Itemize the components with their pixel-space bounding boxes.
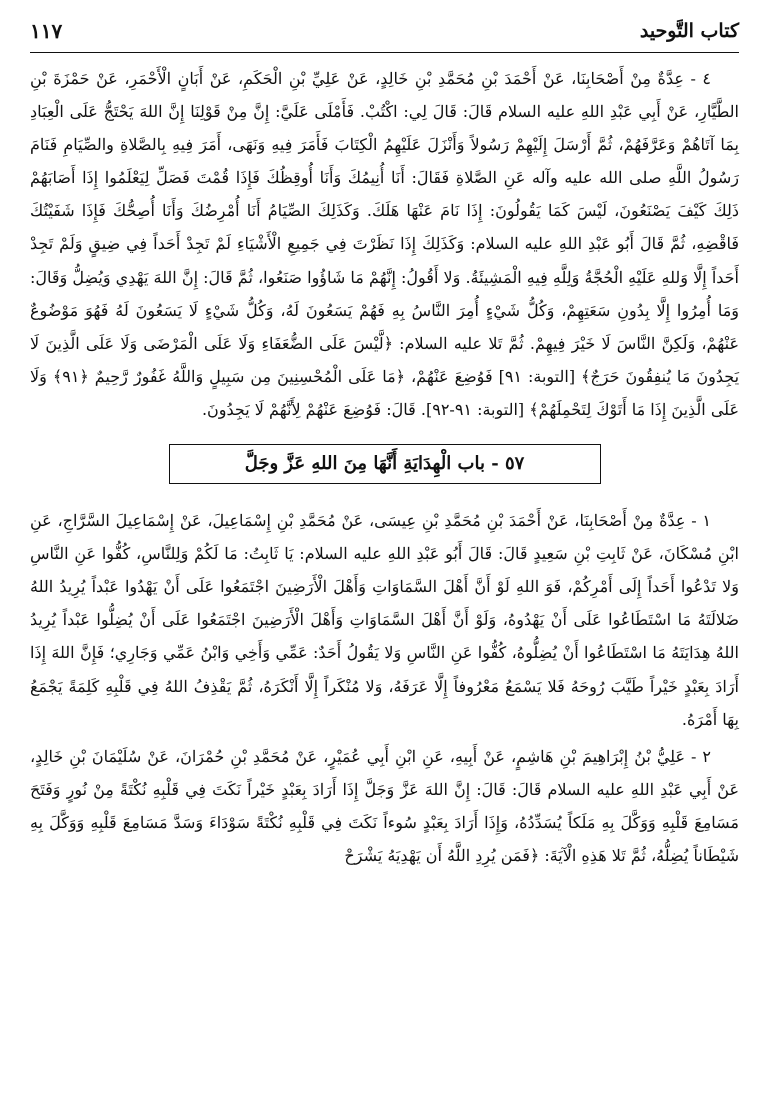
header-divider (30, 52, 739, 53)
page-body (30, 62, 739, 872)
chapter-heading: ٥٧ - باب الْهِدَايَةِ أَنَّهَا مِنَ اللهِ عَزَّ وجَلَّ (244, 453, 525, 475)
page-number: ١١٧ (30, 19, 63, 43)
hadith-paragraph-4: ٤ - عِدَّةٌ مِنْ أَصْحَابِنَا، عَنْ أَحْمَدَ بْنِ مُحَمَّدِ بْنِ خَالِدٍ، عَنْ عَلِيِّ بْنِ الْحَكَمِ، عَنْ أَبَانٍ الْأَحْمَرِ، عَنْ حَمْزَةَ بْنِ الطَّيَّارِ، عَنْ أَبِي عَبْدِ اللهِ عليه السلام قَالَ: قَالَ لِي: اكْتُبْ. فَأَمْلَى عَلَيَّ: إِنَّ مِنْ قَوْلِنَا إِنَّ اللهَ يَحْتَجُّ عَلَى الْعِبَادِ بِمَا آتَاهُمْ وَعَرَّفَهُمْ، ثُمَّ أَرْسَلَ إِلَيْهِمْ رَسُولاً وَأَنْزَلَ عَلَيْهِمُ الْكِتَابَ فَأَمَرَ فِيهِ وَنَهَى، أَمَرَ فِيهِ بِالصَّلاةِ والصِّيَامِ فَنَامَ رَسُولُ اللَّهِ صلى الله عليه وآله عَنِ الصَّلاةِ فَقَالَ: أَنَا أُنِيمُكَ وَأَنَا أُوقِظُكَ فَإِذَا قُمْتَ فَصَلِّ لِيَعْلَمُوا إِذَا أَصَابَهُمْ ذَلِكَ كَيْفَ يَصْنَعُونَ، لَيْسَ كَمَا يَقُولُونَ: إِذَا نَامَ عَنْهَا هَلَكَ. وَكَذَلِكَ الصِّيَامُ أَنَا أُمْرِضُكَ وَأَنَا أُصِحُّكَ فَإِذَا شَفَيْتُكَ فَاقْضِهِ، ثُمَّ قَالَ أَبُو عَبْدِ اللهِ عليه السلام: وَكَذَلِكَ إِذَا نَظَرْتَ فِي جَمِيعِ الْأَشْيَاءِ لَمْ تَجِدْ أَحَداً فِي ضِيقٍ وَلَمْ تَجِدْ أَحَداً إِلَّا وَللهِ عَلَيْهِ الْحُجَّةُ وَلِلَّهِ فِيهِ الْمَشِيئَةُ. وَلا أَقُولُ: إِنَّهُمْ مَا شَاؤُوا صَنَعُوا، ثُمَّ قَالَ: إِنَّ اللهَ يَهْدِي وَيُضِلُّ وَقَالَ: وَمَا أُمِرُوا إِلَّا بِدُونِ سَعَتِهِمْ، وَكُلُّ شَيْءٍ أُمِرَ النَّاسُ بِهِ فَهُمْ يَسَعُونَ لَهُ، وَكُلُّ شَيْءٍ لَا يَسَعُونَ لَهُ فَهُوَ مَوْضُوعٌ عَنْهُمْ، وَلَكِنَّ النَّاسَ لَا خَيْرَ فِيهِمْ. ثُمَّ تَلا عليه السلام: ﴿لَّيْسَ عَلَى الضُّعَفَاءِ وَلَا عَلَى الْمَرْضَى وَلَا عَلَى الَّذِينَ لَا يَجِدُونَ مَا يُنفِقُونَ حَرَجٌ﴾ [التوبة: ٩١] فَوُضِعَ عَنْهُمْ، ﴿مَا عَلَى الْمُحْسِنِينَ مِن سَبِيلٍ وَاللَّهُ غَفُورٌ رَّحِيمٌ ﴿٩١﴾ وَلَا عَلَى الَّذِينَ إِذَا مَا أَتَوْكَ لِتَحْمِلَهُمْ﴾ [التوبة: ٩١-٩٢]. قَالَ: فَوُضِعَ عَنْهُمْ لِأَنَّهُمْ لَا يَجِدُونَ. (30, 69, 740, 419)
page-header (30, 14, 739, 48)
chapter-heading-box (169, 444, 601, 484)
running-title: كتاب التَّوحيد (639, 20, 739, 42)
hadith-paragraph-2: ٢ - عَلِيُّ بْنُ إِبْرَاهِيمَ بْنِ هَاشِمٍ، عَنْ أَبِيهِ، عَنِ ابْنِ أَبِي عُمَيْرٍ، عَنْ مُحَمَّدِ بْنِ حُمْرَانَ، عَنْ سُلَيْمَانَ بْنِ خَالِدٍ، عَنْ أَبِي عَبْدِ اللهِ عليه السلام قَالَ: قَالَ: إِنَّ اللهَ عَزَّ وَجَلَّ إِذَا أَرَادَ بِعَبْدٍ خَيْراً نَكَتَ فِي قَلْبِهِ نُكْتَةً مِنْ نُورٍ وَفَتَحَ مَسَامِعَ قَلْبِهِ وَوَكَّلَ بِهِ مَلَكاً يُسَدِّدُهُ، وَإِذَا أَرَادَ بِعَبْدٍ سُوءاً نَكَتَ فِي قَلْبِهِ نُكْتَةً سَوْدَاءَ وَسَدَّ مَسَامِعَ قَلْبِهِ وَوَكَّلَ بِهِ شَيْطَاناً يُضِلُّهُ، ثُمَّ تَلا هَذِهِ الْآيَةَ: ﴿فَمَن يُرِدِ اللَّهُ أَن يَهْدِيَهُ يَشْرَحْ (30, 746, 739, 865)
hadith-paragraph-1: ١ - عِدَّةٌ مِنْ أَصْحَابِنَا، عَنْ أَحْمَدَ بْنِ مُحَمَّدِ بْنِ عِيسَى، عَنْ مُحَمَّدِ بْنِ إِسْمَاعِيلَ، عَنْ إِسْمَاعِيلَ السَّرَّاجِ، عَنِ ابْنِ مُسْكَانَ، عَنْ ثَابِتِ بْنِ سَعِيدٍ قَالَ: قَالَ أَبُو عَبْدِ اللهِ عليه السلام: يَا ثَابِتُ: مَا لَكُمْ وَلِلنَّاسِ، كُفُّوا عَنِ النَّاسِ وَلا تَدْعُوا أَحَداً إِلَى أَمْرِكُمْ، فَوَ اللهِ لَوْ أَنَّ أَهْلَ السَّمَاوَاتِ وَأَهْلَ الْأَرَضِينَ اجْتَمَعُوا عَلَى أَنْ يَهْدُوا عَبْداً يُرِيدُ اللهُ ضَلالَتَهُ مَا اسْتَطَاعُوا عَلَى أَنْ يَهْدُوهُ، وَلَوْ أَنَّ أَهْلَ السَّمَاوَاتِ وَأَهْلَ الْأَرَضِينَ اجْتَمَعُوا عَلَى أَنْ يُضِلُّوا عَبْداً يُرِيدُ اللهُ هِدَايَتَهُ مَا اسْتَطَاعُوا أَنْ يُضِلُّوهُ، كُفُّوا عَنِ النَّاسِ وَلا يَقُولُ أَحَدٌ: عَمِّي وَأَخِي وَابْنُ عَمِّي وَجَارِي؛ فَإِنَّ اللهَ إِذَا أَرَادَ بِعَبْدٍ خَيْراً طَيَّبَ رُوحَهُ فَلا يَسْمَعُ مَعْرُوفاً إِلَّا عَرَفَهُ، وَلا مُنْكَراً إِلَّا أَنْكَرَهُ، ثُمَّ يَقْذِفُ اللهُ فِي قَلْبِهِ كَلِمَةً يَجْمَعُ بِهَا أَمْرَهُ. (30, 511, 739, 729)
